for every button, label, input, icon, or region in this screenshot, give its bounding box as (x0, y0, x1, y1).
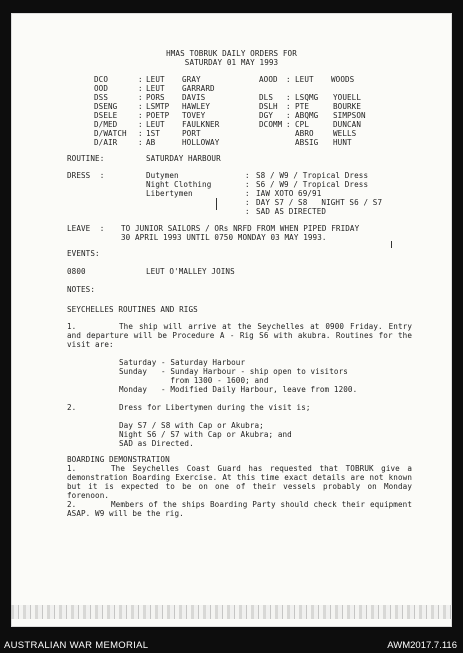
duty-role: D/MED (94, 120, 118, 129)
duty-rank: LEUT (146, 84, 165, 93)
duty-role: DLS (259, 93, 274, 102)
duty-name: TOVEY (182, 111, 206, 120)
duty-role: D/WATCH (94, 129, 127, 138)
dress-sep: : (245, 180, 250, 189)
routine-line: Monday - Modified Daily Harbour, leave from 1200. (119, 385, 358, 394)
liberty-dress-line: Night S6 / S7 with Cap or Akubra; and (119, 430, 292, 439)
orders-date: SATURDAY 01 MAY 1993 (184, 58, 279, 67)
para-number: 2. (67, 403, 77, 412)
dress-value: S6 / W9 / Tropical Dress (256, 180, 369, 189)
events-label: EVENTS: (67, 249, 100, 258)
duty-rank: LSMTP (146, 102, 170, 111)
duty-sep: : (286, 111, 291, 120)
duty-name: PORT (182, 129, 201, 138)
duty-name: DUNCAN (333, 120, 362, 129)
duty-rank: POETP (146, 111, 170, 120)
duty-rank: CPL (295, 120, 310, 129)
leave-line-1: TO JUNIOR SAILORS / ORs NRFD FROM WHEN PIPED FRIDAY (121, 224, 360, 233)
dress-value: SAD AS DIRECTED (256, 207, 327, 216)
duty-role: DSELE (94, 111, 118, 120)
notes-label: NOTES: (67, 285, 96, 294)
dress-label: DRESS : (67, 171, 105, 180)
dress-value: DAY S7 / S8 NIGHT S6 / S7 (256, 198, 383, 207)
duty-rank: ABSIG (295, 138, 319, 147)
duty-rank: PORS (146, 93, 165, 102)
duty-role: DCO (94, 75, 109, 84)
routine-value: SATURDAY HARBOUR (146, 154, 221, 163)
duty-role: DSENG (94, 102, 118, 111)
duty-role: DGY (259, 111, 274, 120)
archive-footer (0, 627, 463, 653)
seychelles-heading: SEYCHELLES ROUTINES AND RIGS (67, 305, 198, 314)
duty-name: WOODS (331, 75, 355, 84)
leave-label: LEAVE : (67, 224, 105, 233)
dress-sep: : (245, 171, 250, 180)
orders-title: HMAS TOBRUK DAILY ORDERS FOR (166, 49, 297, 58)
duty-name: HUNT (333, 138, 352, 147)
para-number: 2. (67, 500, 77, 509)
dress-sep: : (245, 189, 250, 198)
duty-name: FAULKNER (182, 120, 220, 129)
duty-role: DCOMM (259, 120, 283, 129)
boarding-para-2: Members of the ships Boarding Party should check their equipment ASAP. W9 will be the rig. (67, 500, 412, 518)
routine-line: from 1300 - 1600; and (119, 376, 269, 385)
archive-reference: AWM2017.7.116 (387, 640, 457, 651)
routine-line: Sunday - Sunday Harbour - ship open to visitors (119, 367, 348, 376)
duty-sep: : (286, 102, 291, 111)
duty-sep: : (138, 102, 143, 111)
boarding-para-1: The Seychelles Coast Guard has requested that TOBRUK give a demonstration Boarding Exercise. At this time exact details are not known but it is expected to be on one of their vessels probably on Monday forenoon. (67, 464, 412, 500)
duty-sep: : (138, 111, 143, 120)
scan-streak (11, 605, 452, 619)
duty-sep: : (286, 75, 291, 84)
duty-rank: LSQMG (295, 93, 319, 102)
duty-sep: : (286, 120, 291, 129)
duty-name: HOLLOWAY (182, 138, 220, 147)
duty-sep: : (138, 138, 143, 147)
event-time: 0800 (67, 267, 86, 276)
duty-role: AOOD (259, 75, 278, 84)
boarding-heading: BOARDING DEMONSTRATION (67, 455, 170, 464)
duty-sep: : (138, 120, 143, 129)
duty-rank: LEUT (146, 120, 165, 129)
dress-category: Night Clothing (146, 180, 212, 189)
duty-sep: : (138, 75, 143, 84)
duty-rank: ABRO (295, 129, 314, 138)
dress-value: S8 / W9 / Tropical Dress (256, 171, 369, 180)
duty-role: DSS (94, 93, 109, 102)
pen-mark (391, 241, 392, 248)
duty-name: YOUELL (333, 93, 362, 102)
leave-line-2: 30 APRIL 1993 UNTIL 0750 MONDAY 03 MAY 1993. (121, 233, 327, 242)
duty-rank: LEUT (295, 75, 314, 84)
duty-name: GARRARD (182, 84, 215, 93)
duty-role: D/AIR (94, 138, 118, 147)
liberty-dress-line: SAD as Directed. (119, 439, 194, 448)
duty-sep: : (138, 84, 143, 93)
duty-sep: : (138, 93, 143, 102)
para-number: 1. (67, 322, 77, 331)
duty-name: SIMPSON (333, 111, 366, 120)
duty-name: DAVIS (182, 93, 206, 102)
seychelles-para-1: The ship will arrive at the Seychelles at 0900 Friday. Entry and departure will be Procedure A - Rig S6 with akubra. Routines for the visit are: (67, 322, 412, 349)
duty-sep: : (138, 129, 143, 138)
dress-category: Dutymen (146, 171, 179, 180)
pen-mark (216, 198, 217, 210)
routine-line: Saturday - Saturday Harbour (119, 358, 246, 367)
routine-label: ROUTINE: (67, 154, 105, 163)
dress-sep: : (245, 207, 250, 216)
duty-name: GRAY (182, 75, 201, 84)
event-text: LEUT O'MALLEY JOINS (146, 267, 235, 276)
document-page (11, 13, 452, 627)
para-number: 1. (67, 464, 77, 473)
dress-sep: : (245, 198, 250, 207)
duty-role: OOD (94, 84, 109, 93)
duty-rank: ABQMG (295, 111, 319, 120)
duty-rank: PTE (295, 102, 310, 111)
duty-rank: 1ST (146, 129, 161, 138)
duty-name: WELLS (333, 129, 357, 138)
duty-rank: AB (146, 138, 156, 147)
duty-name: HAWLEY (182, 102, 211, 111)
liberty-dress-line: Day S7 / S8 with Cap or Akubra; (119, 421, 264, 430)
archive-name: AUSTRALIAN WAR MEMORIAL (4, 640, 149, 651)
duty-rank: LEUT (146, 75, 165, 84)
duty-name: BOURKE (333, 102, 362, 111)
duty-sep: : (286, 93, 291, 102)
duty-role: DSLH (259, 102, 278, 111)
dress-value: IAW XOTO 69/91 (256, 189, 322, 198)
dress-category: Libertymen (146, 189, 193, 198)
seychelles-para-2: Dress for Libertymen during the visit is; (119, 403, 311, 412)
